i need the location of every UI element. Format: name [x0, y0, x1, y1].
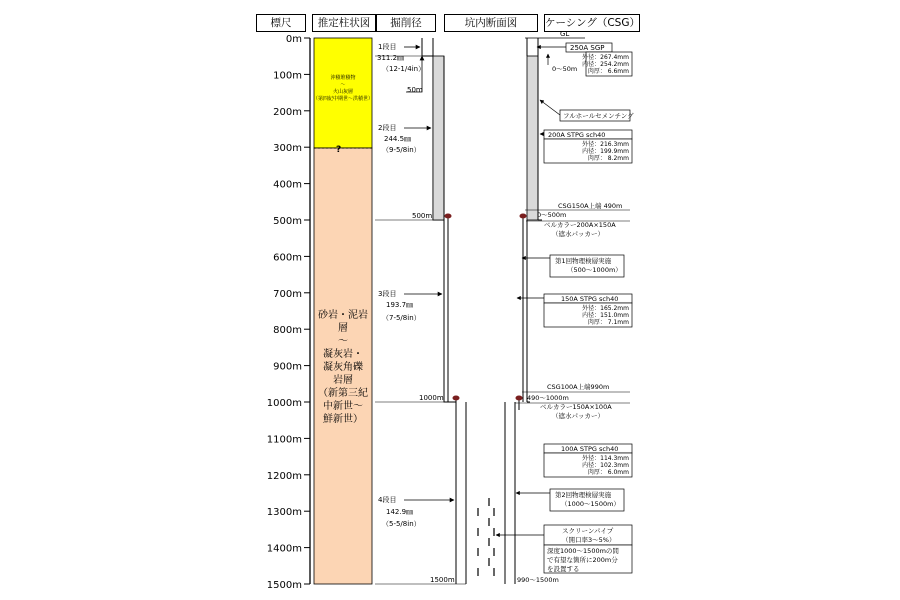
svg-text:（遮水パッカー）: （遮水パッカー） [552, 230, 604, 238]
svg-text:（開口率3～5%）: （開口率3～5%） [562, 536, 616, 544]
svg-text:（1000～1500m）: （1000～1500m） [561, 500, 620, 508]
bell-collars [445, 214, 527, 401]
svg-text:砂岩・泥岩: 砂岩・泥岩 [318, 310, 368, 321]
bell-collar-2 [515, 403, 630, 420]
svg-text:（7-5/8in）: （7-5/8in） [382, 314, 421, 322]
svg-text:0～50m: 0～50m [552, 65, 578, 73]
svg-text:（新第三紀: （新第三紀 [318, 388, 368, 399]
svg-text:～: ～ [340, 82, 346, 88]
svg-text:1段目: 1段目 [378, 43, 397, 51]
csg100-top-label: CSG100A上端990m [547, 383, 610, 391]
svg-text:中新世～: 中新世～ [323, 401, 363, 412]
depth-tick-label: 400m [273, 179, 302, 191]
svg-text:外径：267.4mm: 外径：267.4mm [582, 54, 629, 61]
svg-text:深度1000～1500mの間: 深度1000～1500mの間 [547, 547, 619, 555]
depth-tick-label: 1400m [266, 543, 302, 555]
range-990-1500: 990～1500m [517, 576, 559, 584]
depth-tick-label: 500m [273, 216, 302, 227]
svg-text:311.2㎜: 311.2㎜ [377, 54, 405, 62]
svg-text:層: 層 [338, 323, 348, 334]
svg-text:2段目: 2段目 [378, 124, 397, 132]
svg-text:岩層: 岩層 [333, 375, 353, 386]
svg-text:1500m: 1500m [430, 576, 455, 584]
svg-text:（5-5/8in）: （5-5/8in） [382, 520, 421, 528]
svg-text:内径：254.2mm: 内径：254.2mm [582, 61, 629, 68]
svg-text:4段目: 4段目 [378, 496, 397, 504]
csg150-top-label: CSG150A上端 490m [558, 202, 623, 210]
header-bore: 掘削径 [376, 14, 436, 32]
casing-150a [517, 294, 632, 327]
svg-text:193.7㎜: 193.7㎜ [386, 301, 414, 309]
svg-text:フルホールセメンチング: フルホールセメンチング [563, 112, 634, 120]
svg-text:50m: 50m [407, 86, 423, 94]
svg-text:肉厚： 8.2mm: 肉厚： 8.2mm [587, 155, 629, 162]
svg-text:1000m: 1000m [419, 394, 444, 402]
svg-text:第1回物理検層実施: 第1回物理検層実施 [555, 257, 612, 265]
depth-ticks [267, 34, 310, 591]
depth-tick-label: 900m [273, 361, 302, 373]
svg-text:肉厚： 6.6mm: 肉厚： 6.6mm [587, 68, 629, 75]
depth-tick-label: 1500m [266, 580, 302, 591]
range-0-500: 0～500m [537, 211, 567, 219]
full-hole-cementing [540, 100, 634, 121]
boundary-question-mark: ? [336, 145, 342, 155]
svg-text:外径：216.3mm: 外径：216.3mm [582, 141, 629, 148]
svg-text:内径：151.0mm: 内径：151.0mm [582, 312, 629, 319]
header-scale: 標尺 [256, 14, 306, 32]
svg-text:肉厚： 6.0mm: 肉厚： 6.0mm [587, 469, 629, 476]
svg-text:100A STPG sch40: 100A STPG sch40 [561, 445, 619, 453]
svg-text:スクリーンパイプ: スクリーンパイプ [562, 527, 614, 535]
svg-text:～: ～ [338, 336, 348, 347]
svg-text:第2回物理検層実施: 第2回物理検層実施 [555, 491, 612, 499]
depth-tick-label: 1100m [266, 434, 302, 446]
casing-250a [537, 43, 632, 76]
svg-text:（9-5/8in）: （9-5/8in） [382, 146, 421, 154]
svg-text:150A STPG sch40: 150A STPG sch40 [561, 295, 619, 303]
bore-stage-1 [377, 42, 425, 94]
svg-text:外径：114.3mm: 外径：114.3mm [582, 455, 629, 462]
svg-text:ベルカラー200A×150A: ベルカラー200A×150A [544, 221, 616, 229]
svg-text:ベルカラー150A×100A: ベルカラー150A×100A [540, 403, 612, 411]
gl-label: GL [560, 30, 570, 38]
header-section: 坑内断面図 [444, 14, 538, 32]
svg-text:凝灰岩・: 凝灰岩・ [323, 349, 363, 360]
depth-tick-label: 300m [273, 143, 302, 155]
header-strata: 推定柱状図 [312, 14, 376, 32]
header-casing: ケーシング（CSG） [544, 14, 640, 32]
depth-tick-label: 1300m [266, 507, 302, 519]
depth-tick-label: 1200m [266, 470, 302, 482]
svg-text:を設置する: を設置する [547, 565, 580, 573]
depth-tick-label: 200m [273, 106, 302, 118]
svg-text:鮮新世）: 鮮新世） [323, 414, 363, 425]
depth-tick-label: 600m [273, 252, 302, 264]
svg-text:（12-1/4in）: （12-1/4in） [382, 65, 426, 73]
svg-text:（遮水パッカー）: （遮水パッカー） [552, 412, 604, 420]
svg-text:（第四紀中期世～洪積世）: （第四紀中期世～洪積世） [312, 96, 374, 102]
svg-text:244.5㎜: 244.5㎜ [384, 135, 412, 143]
casing-100a [544, 444, 632, 477]
screen-slots [478, 498, 494, 576]
bore-stage-3 [378, 289, 444, 402]
casing-200a [540, 130, 632, 163]
svg-text:沖積堆積物: 沖積堆積物 [330, 75, 356, 81]
svg-text:で有望な箇所に200m分: で有望な箇所に200m分 [547, 556, 618, 564]
cement-right [527, 56, 538, 220]
bore-stage-4 [378, 495, 455, 584]
depth-tick-label: 1000m [266, 398, 302, 409]
logging-2 [516, 489, 624, 511]
svg-text:火山灰層: 火山灰層 [332, 89, 354, 95]
svg-text:外径：165.2mm: 外径：165.2mm [582, 305, 629, 312]
svg-text:内径：102.3mm: 内径：102.3mm [582, 462, 629, 469]
depth-tick-label: 100m [273, 70, 302, 82]
svg-text:500m: 500m [412, 212, 433, 220]
depth-tick-label: 700m [273, 288, 302, 300]
svg-text:（500～1000m）: （500～1000m） [567, 266, 622, 274]
logging-1 [522, 255, 624, 277]
cement-left [433, 56, 444, 220]
svg-text:肉厚： 7.1mm: 肉厚： 7.1mm [587, 319, 629, 326]
svg-text:200A STPG sch40: 200A STPG sch40 [548, 131, 606, 139]
screen-pipe [496, 525, 632, 573]
depth-tick-label: 800m [273, 325, 302, 337]
svg-text:3段目: 3段目 [378, 290, 397, 298]
bell-collar-1 [526, 221, 630, 238]
range-490-1000: 490～1000m [527, 394, 569, 402]
depth-tick-label: 0m [285, 34, 302, 45]
svg-text:内径：199.9mm: 内径：199.9mm [582, 148, 629, 155]
svg-text:142.9㎜: 142.9㎜ [386, 508, 414, 516]
svg-text:250A SGP: 250A SGP [570, 44, 605, 52]
bore-stage-2 [378, 123, 432, 220]
svg-text:凝灰角礫: 凝灰角礫 [323, 362, 363, 373]
